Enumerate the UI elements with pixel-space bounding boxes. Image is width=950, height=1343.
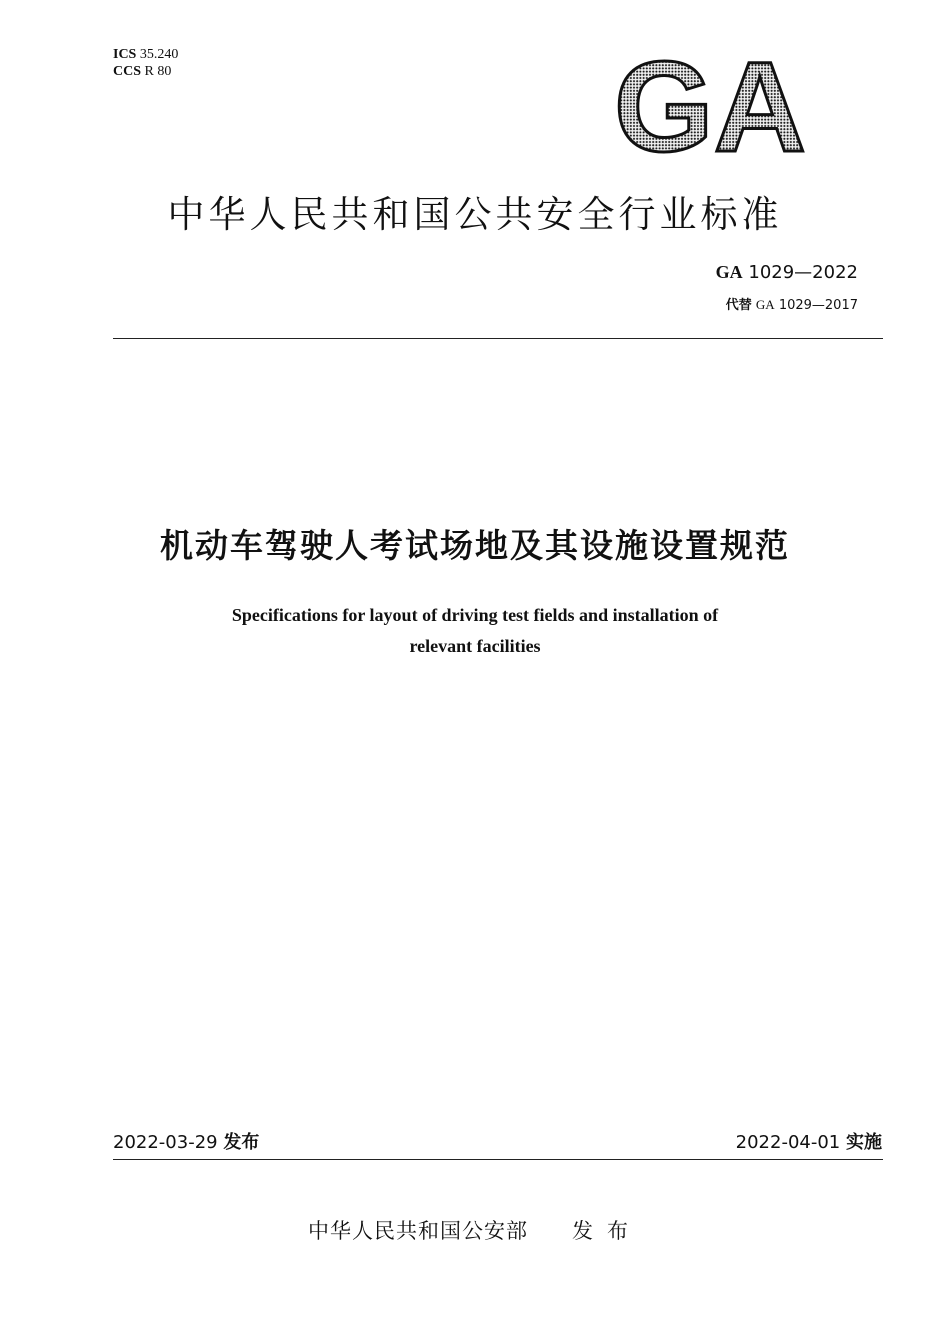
classification-codes	[113, 46, 178, 80]
standard-code: 1029—2022	[748, 262, 858, 283]
issuer-organization: 中华人民共和国公安部	[308, 1219, 528, 1243]
implementation-date-value: 2022-04-01	[735, 1132, 841, 1153]
ga-logo-text: GA	[614, 54, 806, 158]
ga-logo	[610, 54, 810, 158]
replaces-label: 代替	[725, 298, 752, 313]
ics-value: 35.240	[139, 47, 179, 62]
ccs-value: R 80	[144, 64, 172, 79]
standard-prefix: GA	[715, 262, 743, 282]
replaces-prefix: GA	[755, 297, 775, 312]
implementation-date-label: 实施	[846, 1132, 882, 1153]
replaces-standard	[726, 294, 858, 313]
document-title-chinese: 机动车驾驶人考试场地及其设施设置规范	[160, 526, 790, 565]
top-divider	[113, 338, 883, 339]
ccs-code	[113, 63, 178, 80]
ics-code	[113, 46, 178, 63]
replaces-code: 1029—2017	[778, 298, 858, 313]
issuing-authority	[0, 1215, 950, 1245]
issue-date-label: 发布	[223, 1132, 260, 1153]
industry-standard-title: 中华人民共和国公共安全行业标准	[167, 193, 783, 236]
issuer-action: 发布	[572, 1219, 642, 1243]
standard-number	[716, 262, 858, 283]
document-title-english	[150, 600, 800, 662]
bottom-divider	[113, 1159, 883, 1160]
ga-halftone-logo-icon	[610, 54, 810, 158]
issue-date-value: 2022-03-29	[113, 1132, 218, 1153]
issue-date	[113, 1128, 259, 1154]
ics-label: ICS	[113, 47, 137, 62]
ccs-label: CCS	[113, 64, 142, 79]
english-title-line-2: relevant facilities	[409, 636, 541, 656]
english-title-line-1: Specifications for layout of driving test fields and installation of	[231, 605, 719, 625]
implementation-date	[736, 1128, 882, 1154]
